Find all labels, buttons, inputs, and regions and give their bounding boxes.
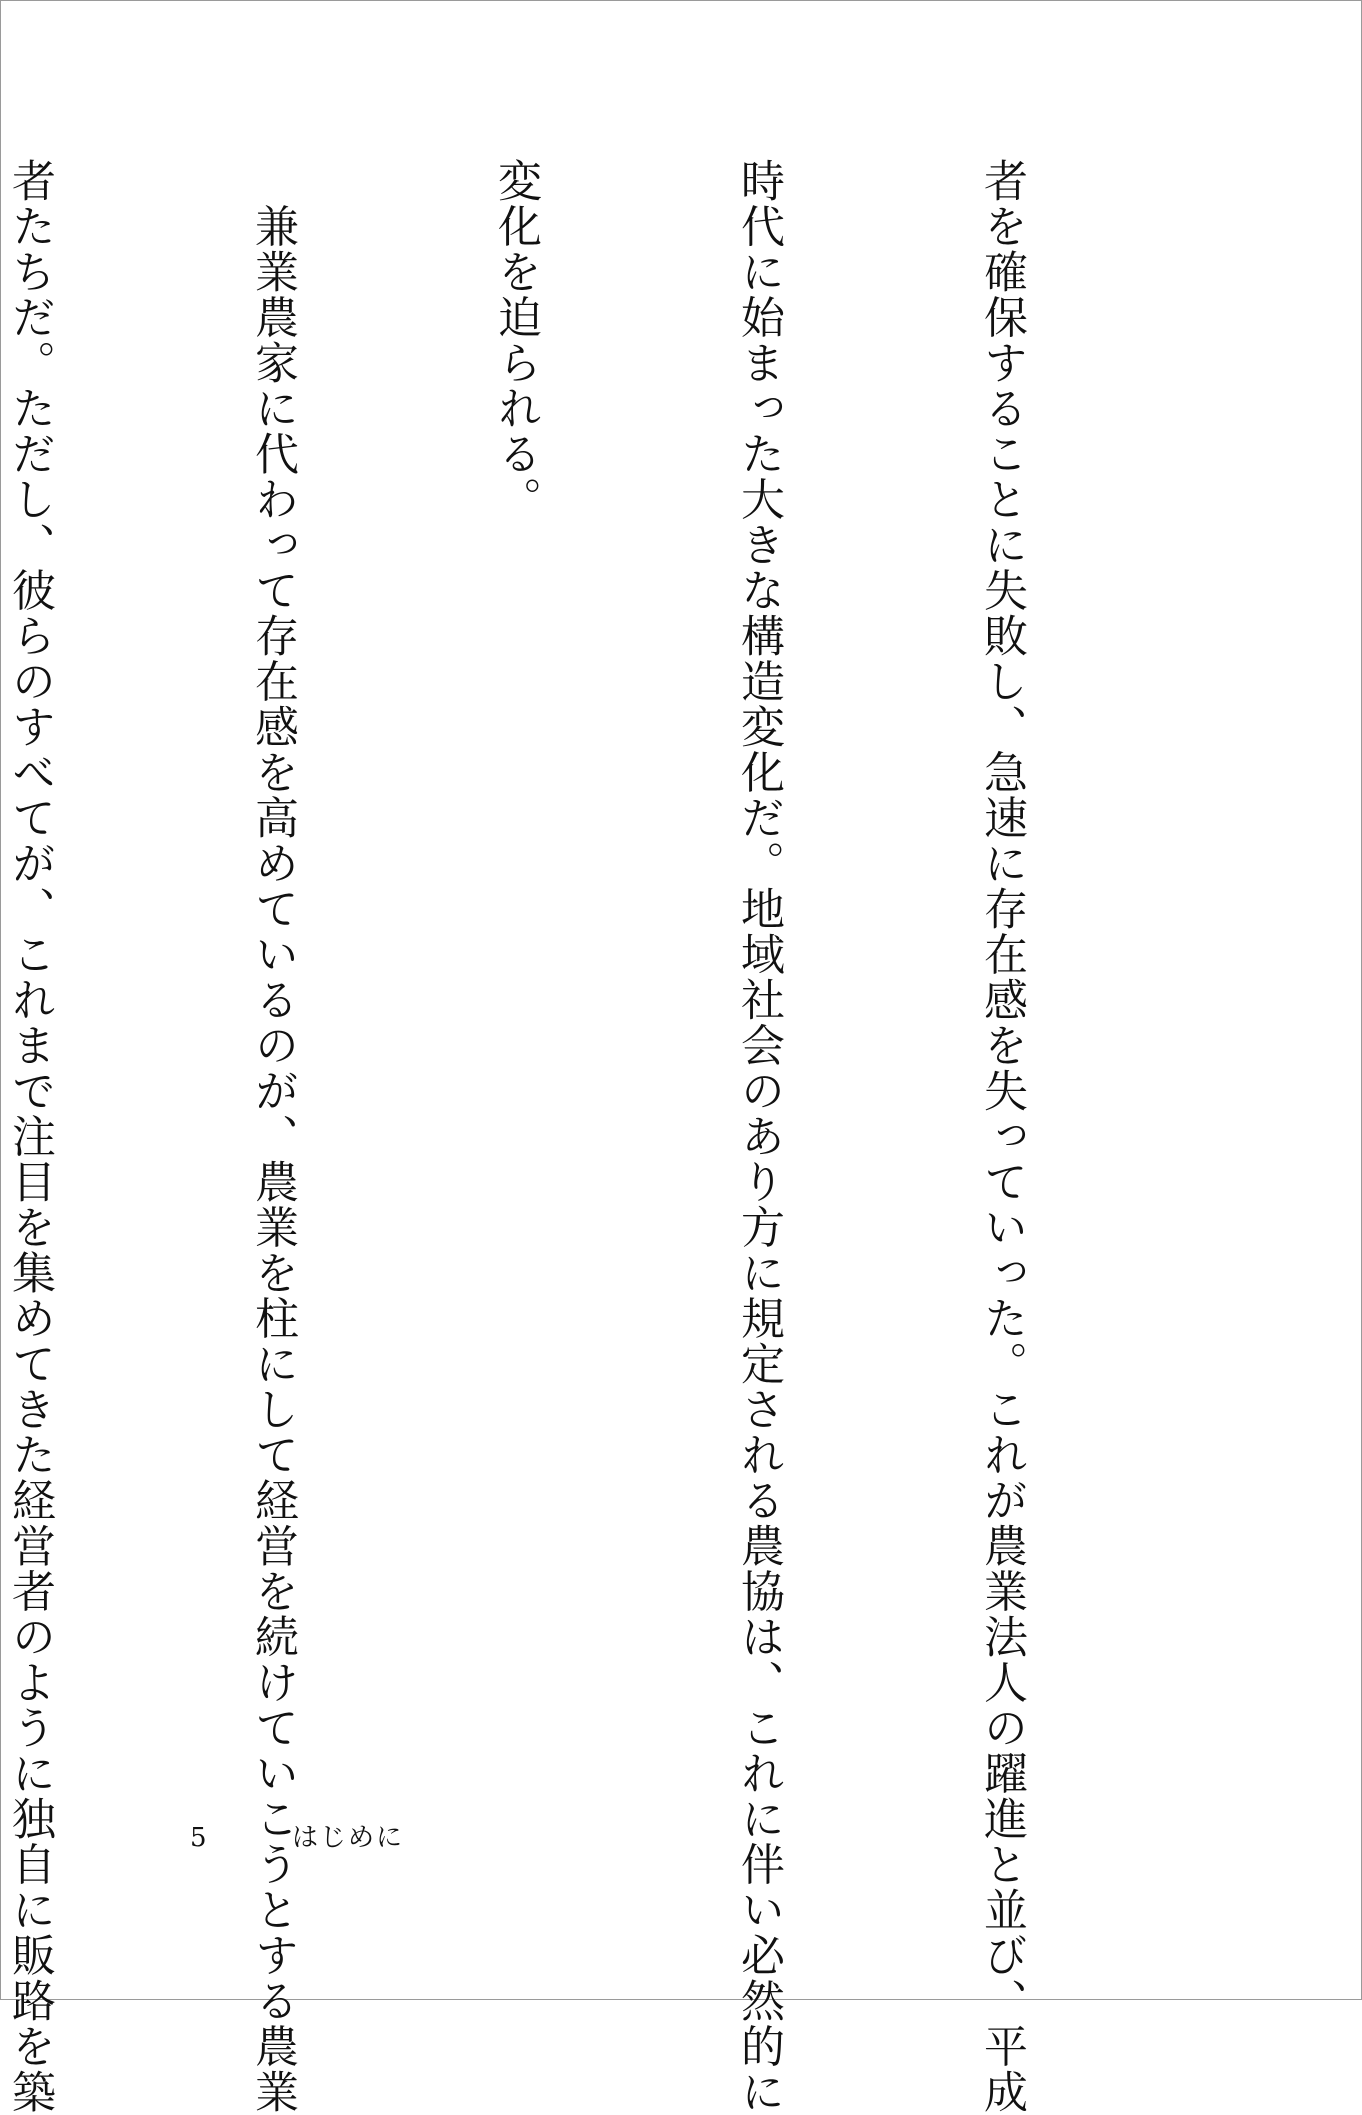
text-line: 変化を迫られる。 xyxy=(490,158,541,522)
text-line: 時代に始まった大きな構造変化だ。地域社会のあり方に規定される農協は、これに伴い必然的に xyxy=(733,158,784,2115)
text-line: 者を確保することに失敗し、急速に存在感を失っていった。これが農業法人の躍進と並び、平成 xyxy=(976,158,1027,2115)
text-line: 者たちだ。ただし、彼らのすべてが、これまで注目を集めてきた経営者のように独自に販路を築 xyxy=(4,158,55,2115)
running-section-title: はじめに xyxy=(292,1823,405,1853)
page-number: 5 xyxy=(190,1823,207,1853)
text-line: 兼業農家に代わって存在感を高めているのが、農業を柱にして経営を続けていこうとする農業 xyxy=(247,158,298,2115)
